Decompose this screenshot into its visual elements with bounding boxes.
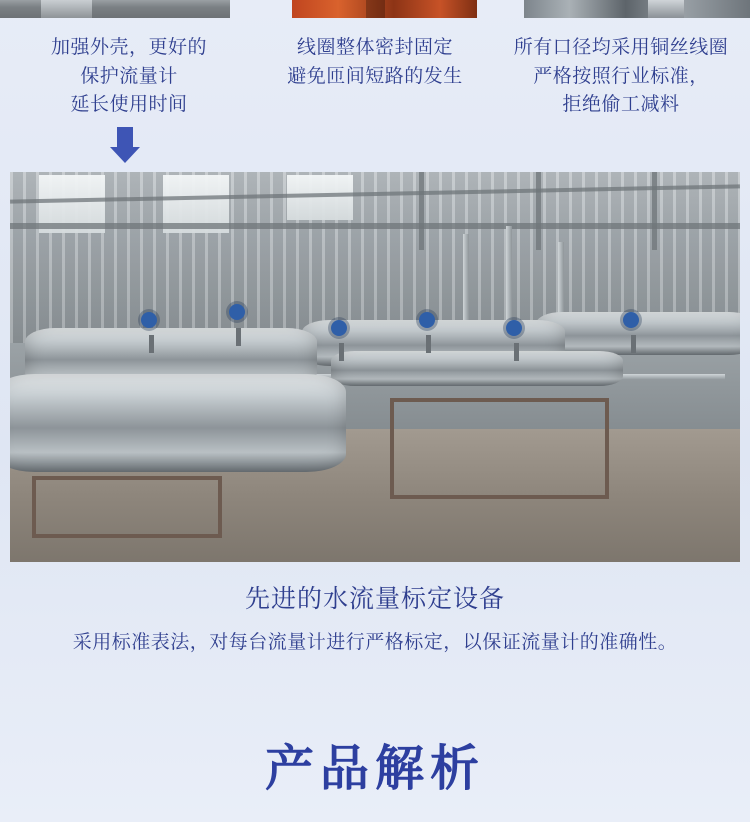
valve-stem [236,328,241,346]
support-frame [32,476,222,538]
blue-valve [623,312,639,328]
roof-beam [10,223,740,229]
photo-subtitle: 采用标准表法，对每台流量计进行严格标定，以保证流量计的准确性。 [72,631,678,653]
roof-column [419,172,424,251]
caption-column-1 [6,34,252,120]
caption-line: 加强外壳，更好的 [50,37,207,58]
blue-valve [229,304,245,320]
valve-stem [426,335,431,353]
photo-title: 先进的水流量标定设备 [244,584,505,613]
support-frame [390,398,609,499]
roof-column [536,172,541,251]
caption-column-3 [498,34,744,120]
down-arrow-wrapper [0,122,250,168]
caption-line: 延长使用时间 [70,94,188,115]
flow-meter-housing-photo [0,0,230,18]
steel-tank [331,351,623,386]
roof-beam [10,184,740,203]
water-flow-calibration-facility-photo [10,172,740,562]
blue-valve [419,312,435,328]
coil-sealing-photo [292,0,477,18]
steel-tank [10,374,346,472]
caption-line: 严格按照行业标准， [533,65,709,87]
caption-line: 保护流量计 [80,65,178,87]
caption-line: 所有口径均采用铜丝线圈 [513,37,729,58]
caption-line: 拒绝偷工减料 [562,94,680,115]
arrow-stem [117,127,133,147]
arrow-head [110,147,140,163]
valve-stem [339,343,344,361]
top-photo-strip [0,0,750,18]
roof-column [652,172,657,251]
valve-stem [149,335,154,353]
blue-valve [506,320,522,336]
section-heading: 产品解析 [264,742,485,796]
valve-stem [514,343,519,361]
caption-column-2 [252,34,498,120]
valve-stem [631,335,636,353]
blue-valve [331,320,347,336]
caption-line: 线圈整体密封固定 [296,37,453,58]
caption-line: 避免匝间短路的发生 [287,65,463,87]
feature-captions [0,18,750,120]
copper-coil-photo [524,0,750,18]
photo-gap [230,0,292,18]
photo-gap [477,0,524,18]
